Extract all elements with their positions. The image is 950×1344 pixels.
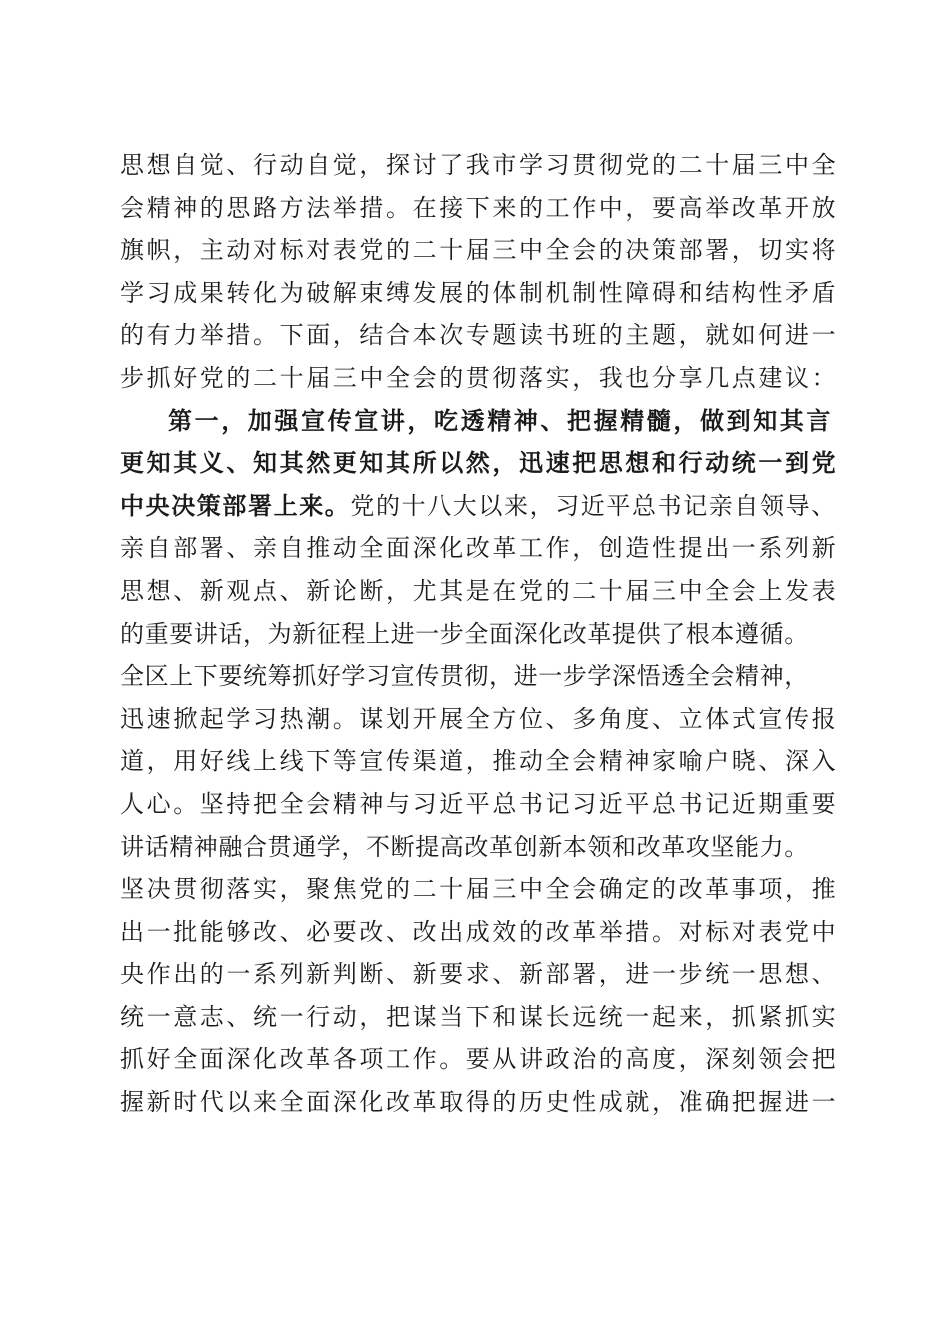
text-segment: 思想自觉、行动自觉，探讨了我市学习贯彻党的二十届三中全 <box>120 151 839 179</box>
heading-segment: 中央决策部署上来。 <box>120 490 351 520</box>
text-line <box>120 1081 840 1124</box>
text-line <box>120 1038 840 1081</box>
document-body <box>120 144 840 1124</box>
text-line <box>120 144 840 187</box>
section-heading-line <box>120 400 840 443</box>
text-line <box>120 229 840 272</box>
text-segment: 的有力举措。下面，结合本次专题读书班的主题，就如何进一 <box>120 321 839 350</box>
text-line <box>120 187 840 230</box>
text-line <box>120 485 840 528</box>
text-segment: 握新时代以来全面深化改革取得的历史性成就，准确把握进一 <box>120 1088 839 1117</box>
text-line <box>120 740 840 783</box>
text-segment: 出一批能够改、必要改、改出成效的改革举措。对标对表党中 <box>120 917 839 946</box>
heading-segment: 第一，加强宣传宣讲，吃透精神、把握精髓，做到知其言 <box>168 405 833 435</box>
text-line <box>120 826 840 869</box>
text-segment: 央作出的一系列新判断、新要求、新部署，进一步统一思想、 <box>120 960 839 989</box>
heading-segment: 更知其义、知其然更知其所以然，迅速把思想和行动统一到党 <box>120 448 839 478</box>
text-segment: 思想、新观点、新论断，尤其是在党的二十届三中全会上发表 <box>120 576 839 605</box>
text-line <box>120 868 840 911</box>
section-heading-line <box>120 442 840 485</box>
text-segment: 的重要讲话，为新征程上进一步全面深化改革提供了根本遵循。 <box>120 619 809 648</box>
text-line <box>120 953 840 996</box>
text-line <box>120 314 840 357</box>
text-segment: 党的十八大以来，习近平总书记亲自领导、 <box>350 491 837 520</box>
text-segment: 抓好全面深化改革各项工作。要从讲政治的高度，深刻领会把 <box>120 1045 839 1074</box>
text-line <box>120 783 840 826</box>
text-line <box>120 698 840 741</box>
text-line <box>120 911 840 954</box>
text-segment: 步抓好党的二十届三中全会的贯彻落实，我也分享几点建议： <box>120 363 839 392</box>
text-segment: 道，用好线上线下等宣传渠道，推动全会精神家喻户晓、深入 <box>120 747 839 776</box>
text-segment: 全区上下要统筹抓好学习宣传贯彻，进一步学深悟透全会精神， <box>120 662 809 691</box>
text-segment: 会精神的思路方法举措。在接下来的工作中，要高举改革开放 <box>120 193 839 222</box>
text-line <box>120 570 840 613</box>
text-segment: 人心。坚持把全会精神与习近平总书记习近平总书记近期重要 <box>120 789 839 818</box>
text-segment: 迅速掀起学习热潮。谋划开展全方位、多角度、立体式宣传报 <box>120 704 839 733</box>
text-line <box>120 272 840 315</box>
text-line <box>120 996 840 1039</box>
text-line <box>120 527 840 570</box>
text-segment: 旗帜，主动对标对表党的二十届三中全会的决策部署，切实将 <box>120 236 839 265</box>
text-line <box>120 613 840 656</box>
text-segment: 坚决贯彻落实，聚焦党的二十届三中全会确定的改革事项，推 <box>120 875 839 904</box>
text-segment: 统一意志、统一行动，把谋当下和谋长远统一起来，抓紧抓实 <box>120 1002 839 1031</box>
text-segment: 亲自部署、亲自推动全面深化改革工作，创造性提出一系列新 <box>120 534 839 563</box>
text-segment: 讲话精神融合贯通学，不断提高改革创新本领和改革攻坚能力。 <box>120 832 809 861</box>
text-segment: 学习成果转化为破解束缚发展的体制机制性障碍和结构性矛盾 <box>120 278 839 307</box>
text-line <box>120 655 840 698</box>
text-line <box>120 357 840 400</box>
